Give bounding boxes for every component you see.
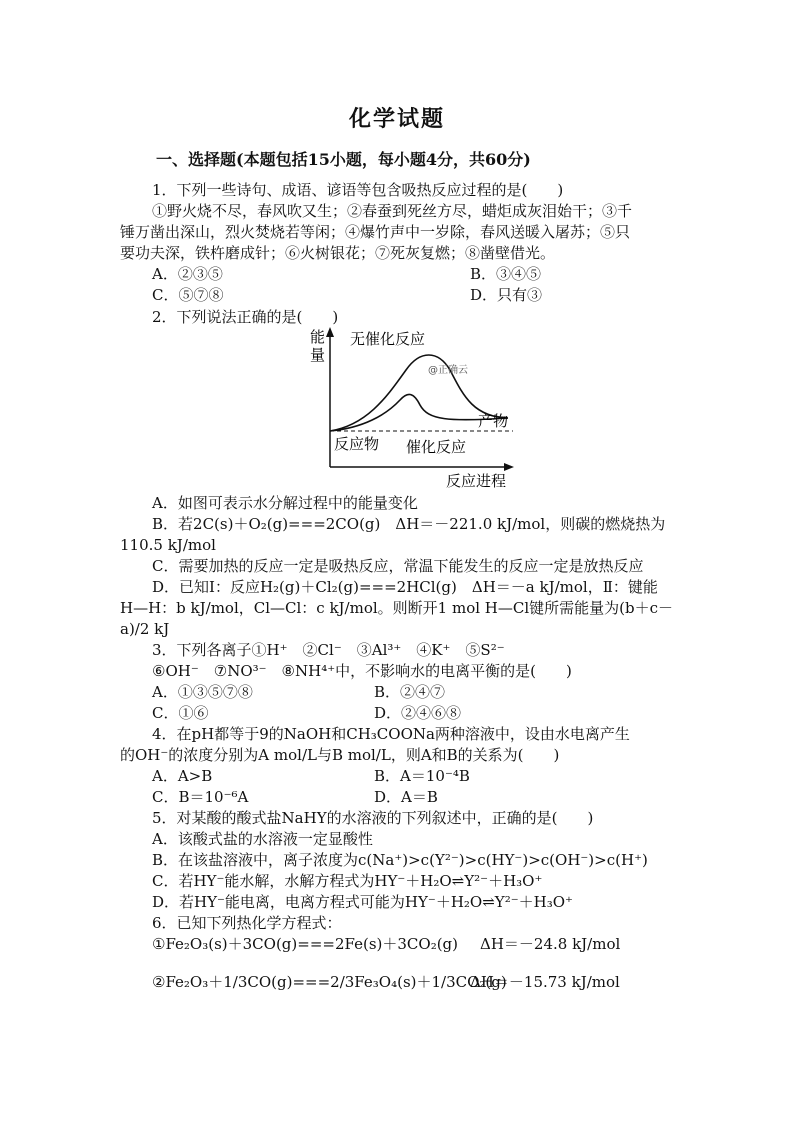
q5-stem: 5．对某酸的酸式盐NaHY的水溶液的下列叙述中，正确的是( ) [152, 809, 594, 827]
q6-equation-1: ①Fe₂O₃(s)＋3CO(g)===2Fe(s)＋3CO₂(g) [152, 935, 459, 953]
q2-option-a: A．如图可表示水分解过程中的能量变化 [152, 494, 418, 512]
energy-diagram [308, 325, 523, 490]
q4-option-b: B．A＝10⁻⁴B [374, 767, 470, 785]
q3-option-b: B．②④⑦ [374, 683, 446, 701]
y-label-bottom: 量 [310, 346, 326, 364]
q3-stem-line1: 3．下列各离子①H⁺ ②Cl⁻ ③Al³⁺ ④K⁺ ⑤S²⁻ [152, 641, 505, 659]
q1-body-line1: ①野火烧不尽，春风吹又生；②春蚕到死丝方尽，蜡炬成灰泪始干；③千 [152, 202, 633, 220]
q1-body-line3: 要功夫深，铁杵磨成针；⑥火树银花；⑦死灰复燃；⑧凿壁借光。 [120, 244, 556, 262]
y-label-top: 能 [310, 328, 326, 346]
q1-option-c: C．⑤⑦⑧ [152, 286, 224, 304]
q5-option-c: C．若HY⁻能水解，水解方程式为HY⁻＋H₂O⇌Y²⁻＋H₃O⁺ [152, 872, 543, 890]
q5-option-d: D．若HY⁻能电离，电离方程式可能为HY⁻＋H₂O⇌Y²⁻＋H₃O⁺ [152, 893, 573, 911]
q2-option-b-line1: B．若2C(s)＋O₂(g)===2CO(g) ΔH＝－221.0 kJ/mol，则碳的燃烧热为 [152, 515, 666, 533]
x-label: 反应进程 [446, 472, 507, 490]
q1-option-d: D．只有③ [470, 286, 543, 304]
uncatalyzed-label: 无催化反应 [350, 330, 426, 348]
q6-stem: 6．已知下列热化学方程式： [152, 914, 342, 932]
q4-option-a: A．A>B [152, 767, 213, 785]
q3-stem-line2: ⑥OH⁻ ⑦NO³⁻ ⑧NH⁴⁺中，不影响水的电离平衡的是( ) [152, 662, 572, 680]
q2-option-c: C．需要加热的反应一定是吸热反应，常温下能发生的反应一定是放热反应 [152, 557, 644, 575]
q4-stem-line1: 4．在pH都等于9的NaOH和CH₃COONa两种溶液中，设由水电离产生 [152, 725, 630, 743]
q5-option-b: B．在该盐溶液中，离子浓度为c(Na⁺)>c(Y²⁻)>c(HY⁻)>c(OH⁻)>c(H⁺) [152, 851, 648, 869]
q2-option-d-line2: H—H：b kJ/mol，Cl—Cl：c kJ/mol。则断开1 mol H—Cl键所需能量为(b＋c－ [120, 599, 674, 617]
q1-option-b: B．③④⑤ [470, 265, 542, 283]
section-heading-choice: 一、选择题(本题包括15小题，每小题4分，共60分) [156, 150, 531, 169]
q2-option-d-line3: a)/2 kJ [120, 620, 170, 638]
q4-stem-line2: 的OH⁻的浓度分别为A mol/L与B mol/L，则A和B的关系为( ) [120, 746, 560, 764]
product-label: 产物 [478, 412, 509, 430]
q1-body-line2: 锤万凿出深山，烈火焚烧若等闲；④爆竹声中一岁除，春风送暖入屠苏；⑤只 [120, 223, 631, 241]
q4-option-d: D．A＝B [374, 788, 438, 806]
q2-stem: 2．下列说法正确的是( ) [152, 308, 339, 326]
q3-option-c: C．①⑥ [152, 704, 209, 722]
q2-option-b-line2: 110.5 kJ/mol [120, 536, 216, 554]
q6-equation-2: ②Fe₂O₃＋1/3CO(g)===2/3Fe₃O₄(s)＋1/3CO₂(g) [152, 973, 507, 991]
reactant-label: 反应物 [334, 435, 380, 453]
q1-option-a: A．②③⑤ [152, 265, 223, 283]
x-axis-arrow [504, 463, 514, 471]
q4-option-c: C．B＝10⁻⁶A [152, 788, 249, 806]
q2-option-d-line1: D．已知Ⅰ：反应H₂(g)＋Cl₂(g)===2HCl(g) ΔH＝－a kJ/mol，Ⅱ：键能 [152, 578, 658, 596]
catalyzed-label: 催化反应 [406, 438, 467, 456]
y-axis-arrow [326, 327, 334, 337]
q6-enthalpy-2: ΔH＝－15.73 kJ/mol [470, 973, 620, 991]
q1-stem: 1．下列一些诗句、成语、谚语等包含吸热反应过程的是( ) [152, 181, 564, 199]
q3-option-a: A．①③⑤⑦⑧ [152, 683, 253, 701]
page-title: 化学试题 [348, 106, 445, 132]
q6-enthalpy-1: ΔH＝－24.8 kJ/mol [480, 935, 621, 953]
q3-option-d: D．②④⑥⑧ [374, 704, 462, 722]
q5-option-a: A．该酸式盐的水溶液一定显酸性 [152, 830, 373, 848]
watermark-text: @正确云 [428, 365, 468, 376]
